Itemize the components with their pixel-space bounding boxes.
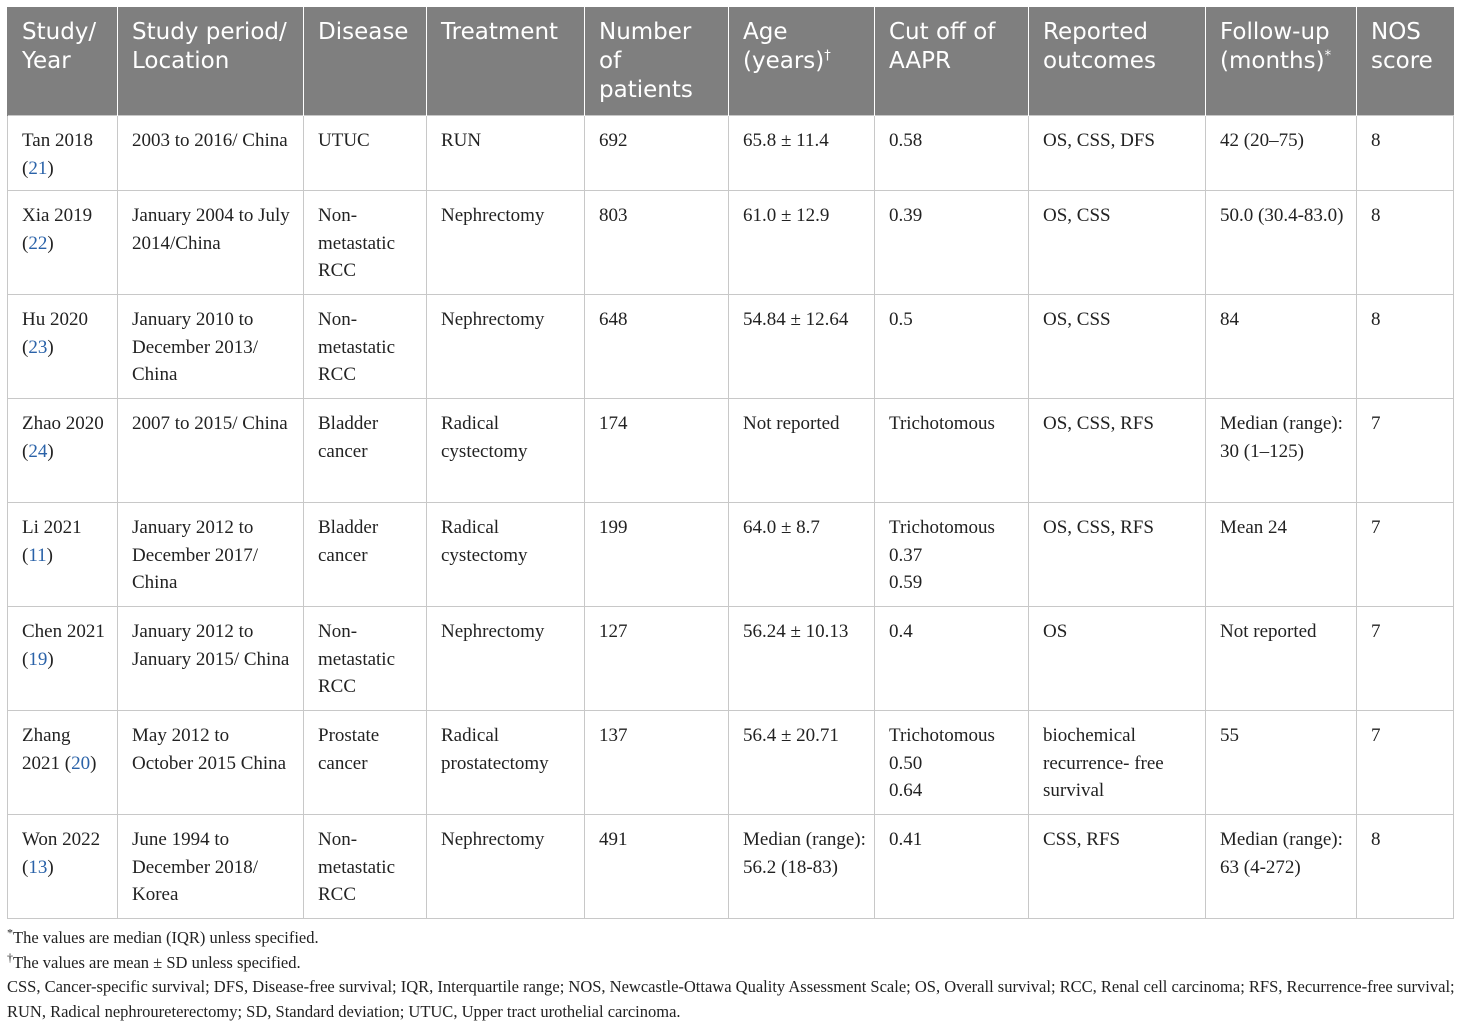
cell-n: 199 [585,503,729,607]
reference-link[interactable]: 22 [28,232,48,254]
column-header-cutoff: Cut off of AAPR [875,7,1029,116]
cell-n: 127 [585,607,729,711]
reference-link[interactable]: 24 [28,440,48,462]
reference-link[interactable]: 11 [28,544,47,566]
column-header-outcomes: Reported outcomes [1029,7,1206,116]
reference-link[interactable]: 20 [71,752,91,774]
column-header-disease: Disease [304,7,427,116]
footnote-abbreviations: CSS, Cancer-specific survival; DFS, Disease-free survival; IQR, Interquartile range; NOS, Newcastle-Ottawa Quality Assessment Scale; OS, Overall survival; RCC, Renal cell carcinoma; RFS, Recurrence-free survival; RUN, Radical nephroureterectomy; SD, Standard deviation; UTUC, Upper tract urothelial carcinoma. [7,977,1455,1021]
cell-followup: Median (range): 30 (1–125) [1206,399,1357,503]
table-body [8,116,1454,919]
cell-period: 2003 to 2016/ China [118,116,304,191]
cell-treatment: Nephrectomy [427,815,585,919]
cell-disease: Prostate cancer [304,711,427,815]
cell-outcomes: CSS, RFS [1029,815,1206,919]
cell-nos: 7 [1357,607,1454,711]
cell-age: 56.24 ± 10.13 [729,607,875,711]
table-footnotes [7,926,1457,1024]
cell-study: Won 2022 (13) [8,815,118,919]
cell-nos: 7 [1357,399,1454,503]
cell-n: 803 [585,191,729,295]
cell-cutoff: 0.4 [875,607,1029,711]
table-row [8,116,1454,191]
cell-period: January 2004 to July 2014/China [118,191,304,295]
cell-followup: Not reported [1206,607,1357,711]
cell-treatment: RUN [427,116,585,191]
cell-nos: 8 [1357,191,1454,295]
footnote-median: *The values are median (IQR) unless specified. [7,925,319,947]
cell-cutoff: Trichotomous 0.37 0.59 [875,503,1029,607]
cell-followup: 55 [1206,711,1357,815]
cell-disease: Non-metastatic RCC [304,607,427,711]
cell-study: Xia 2019 (22) [8,191,118,295]
table-wrapper [7,7,1453,919]
cell-disease: Non-metastatic RCC [304,295,427,399]
cell-treatment: Nephrectomy [427,191,585,295]
cell-disease: Bladder cancer [304,399,427,503]
table-row [8,191,1454,295]
cell-period: January 2012 to January 2015/ China [118,607,304,711]
cell-n: 137 [585,711,729,815]
cell-nos: 8 [1357,295,1454,399]
cell-outcomes: OS, CSS, RFS [1029,399,1206,503]
column-header-age: Age (years)† [729,7,875,116]
cell-age: 64.0 ± 8.7 [729,503,875,607]
footnote-mean: †The values are mean ± SD unless specified. [7,950,301,972]
cell-followup: Median (range): 63 (4-272) [1206,815,1357,919]
column-header-nos: NOS score [1357,7,1454,116]
cell-study: Hu 2020 (23) [8,295,118,399]
cell-cutoff: 0.5 [875,295,1029,399]
cell-treatment: Nephrectomy [427,295,585,399]
cell-period: 2007 to 2015/ China [118,399,304,503]
cell-period: June 1994 to December 2018/ Korea [118,815,304,919]
cell-followup: 84 [1206,295,1357,399]
cell-study: Tan 2018 (21) [8,116,118,191]
cell-disease: Non-metastatic RCC [304,815,427,919]
cell-nos: 8 [1357,116,1454,191]
cell-cutoff: 0.58 [875,116,1029,191]
column-header-followup: Follow-up (months)* [1206,7,1357,116]
cell-disease: Non-metastatic RCC [304,191,427,295]
cell-n: 491 [585,815,729,919]
reference-link[interactable]: 21 [28,157,48,179]
cell-treatment: Radical cystectomy [427,399,585,503]
table-row [8,503,1454,607]
cell-period: May 2012 to October 2015 China [118,711,304,815]
cell-treatment: Radical prostatectomy [427,711,585,815]
column-header-study: Study/ Year [8,7,118,116]
cell-age: 61.0 ± 12.9 [729,191,875,295]
cell-period: January 2012 to December 2017/ China [118,503,304,607]
study-characteristics-table [7,7,1454,919]
cell-cutoff: Trichotomous 0.50 0.64 [875,711,1029,815]
cell-n: 692 [585,116,729,191]
cell-age: Median (range): 56.2 (18-83) [729,815,875,919]
cell-age: 54.84 ± 12.64 [729,295,875,399]
cell-study: Li 2021 (11) [8,503,118,607]
cell-age: Not reported [729,399,875,503]
cell-treatment: Radical cystectomy [427,503,585,607]
cell-outcomes: biochemical recurrence- free survival [1029,711,1206,815]
cell-disease: Bladder cancer [304,503,427,607]
cell-nos: 7 [1357,503,1454,607]
cell-nos: 7 [1357,711,1454,815]
cell-nos: 8 [1357,815,1454,919]
cell-outcomes: OS [1029,607,1206,711]
cell-outcomes: OS, CSS, RFS [1029,503,1206,607]
column-header-n: Number of patients [585,7,729,116]
table-row [8,295,1454,399]
cell-cutoff: 0.39 [875,191,1029,295]
reference-link[interactable]: 13 [28,856,48,878]
cell-outcomes: OS, CSS [1029,191,1206,295]
cell-treatment: Nephrectomy [427,607,585,711]
reference-link[interactable]: 23 [28,336,48,358]
cell-cutoff: Trichotomous [875,399,1029,503]
cell-n: 174 [585,399,729,503]
table-row [8,399,1454,503]
header-row [8,7,1454,116]
reference-link[interactable]: 19 [28,648,48,670]
cell-study: Chen 2021 (19) [8,607,118,711]
cell-outcomes: OS, CSS, DFS [1029,116,1206,191]
cell-study: Zhang 2021 (20) [8,711,118,815]
cell-outcomes: OS, CSS [1029,295,1206,399]
cell-followup: 50.0 (30.4-83.0) [1206,191,1357,295]
column-header-period: Study period/ Location [118,7,304,116]
table-row [8,815,1454,919]
table-row [8,711,1454,815]
cell-followup: 42 (20–75) [1206,116,1357,191]
cell-age: 56.4 ± 20.71 [729,711,875,815]
cell-period: January 2010 to December 2013/ China [118,295,304,399]
table-row [8,607,1454,711]
column-header-treatment: Treatment [427,7,585,116]
cell-disease: UTUC [304,116,427,191]
cell-n: 648 [585,295,729,399]
cell-cutoff: 0.41 [875,815,1029,919]
cell-followup: Mean 24 [1206,503,1357,607]
cell-age: 65.8 ± 11.4 [729,116,875,191]
cell-study: Zhao 2020 (24) [8,399,118,503]
